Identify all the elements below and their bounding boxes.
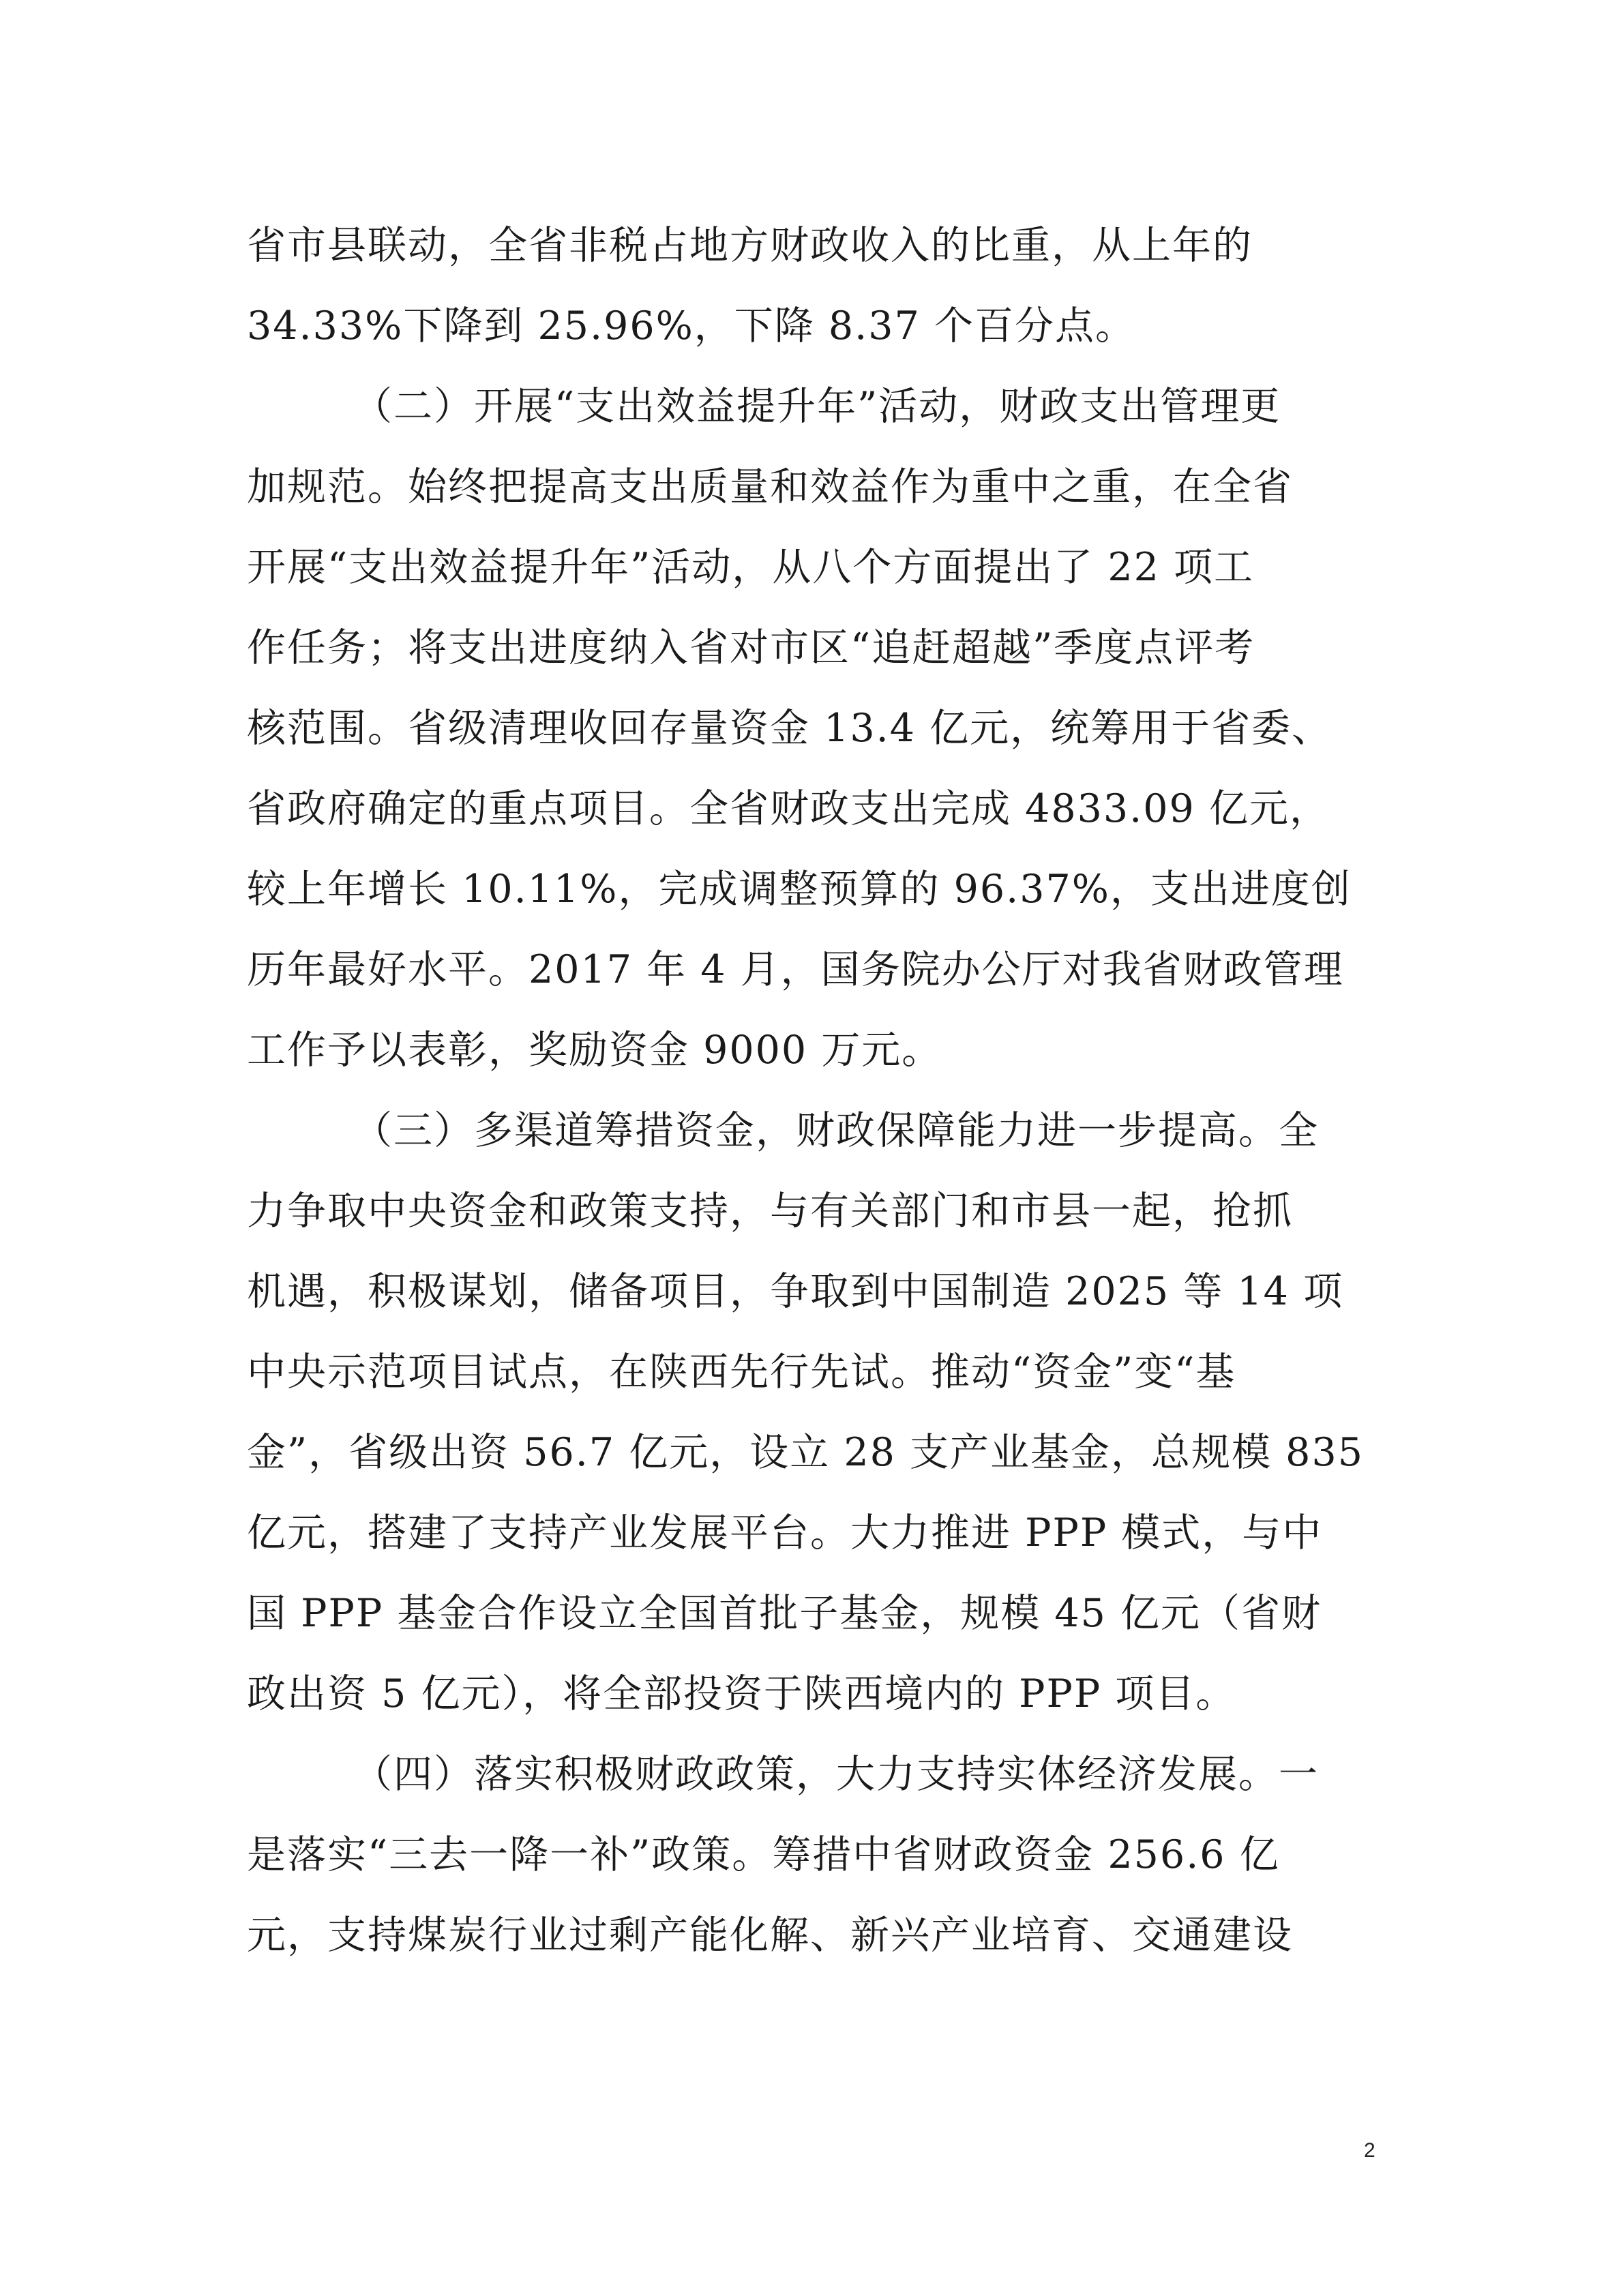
paragraph-heading-line: （三）多渠道筹措资金，财政保障能力进一步提高。全 <box>353 1108 1319 1153</box>
text-line: 国 PPP 基金合作设立全国首批子基金，规模 45 亿元（省财 <box>247 1591 1322 1636</box>
text-line: 中央示范项目试点，在陕西先行先试。推动“资金”变“基 <box>247 1350 1236 1395</box>
text-line: 历年最好水平。2017 年 4 月，国务院办公厅对我省财政管理 <box>247 947 1344 992</box>
text-line: 核范围。省级清理收回存量资金 13.4 亿元，统筹用于省委、 <box>247 706 1332 751</box>
text-line: 省市县联动，全省非税占地方财政收入的比重，从上年的 <box>247 223 1253 268</box>
text-line: 力争取中央资金和政策支持，与有关部门和市县一起，抢抓 <box>247 1189 1293 1234</box>
text-line: 政出资 5 亿元），将全部投资于陕西境内的 PPP 项目。 <box>247 1671 1236 1716</box>
text-line: 金”，省级出资 56.7 亿元，设立 28 支产业基金，总规模 835 <box>247 1430 1364 1475</box>
text-line: 较上年增长 10.11%，完成调整预算的 96.37%，支出进度创 <box>247 867 1352 912</box>
text-line: 作任务；将支出进度纳入省对市区“追赶超越”季度点评考 <box>247 625 1255 670</box>
page-number: 2 <box>1364 2139 1375 2162</box>
text-line: 工作予以表彰，奖励资金 9000 万元。 <box>247 1028 942 1073</box>
text-line: 加规范。始终把提高支出质量和效益作为重中之重，在全省 <box>247 464 1293 509</box>
text-line: 省政府确定的重点项目。全省财政支出完成 4833.09 亿元， <box>247 786 1330 831</box>
text-line: 元，支持煤炭行业过剩产能化解、新兴产业培育、交通建设 <box>247 1913 1293 1958</box>
text-line: 是落实“三去一降一补”政策。筹措中省财政资金 256.6 亿 <box>247 1832 1280 1877</box>
paragraph-heading-line: （四）落实积极财政政策，大力支持实体经济发展。一 <box>353 1752 1319 1797</box>
text-line: 34.33%下降到 25.96%，下降 8.37 个百分点。 <box>247 303 1135 348</box>
text-line: 亿元，搭建了支持产业发展平台。大力推进 PPP 模式，与中 <box>247 1510 1323 1555</box>
paragraph-heading-line: （二）开展“支出效益提升年”活动，财政支出管理更 <box>353 384 1281 429</box>
text-line: 开展“支出效益提升年”活动，从八个方面提出了 22 项工 <box>247 545 1255 590</box>
text-line: 机遇，积极谋划，储备项目，争取到中国制造 2025 等 14 项 <box>247 1269 1344 1314</box>
